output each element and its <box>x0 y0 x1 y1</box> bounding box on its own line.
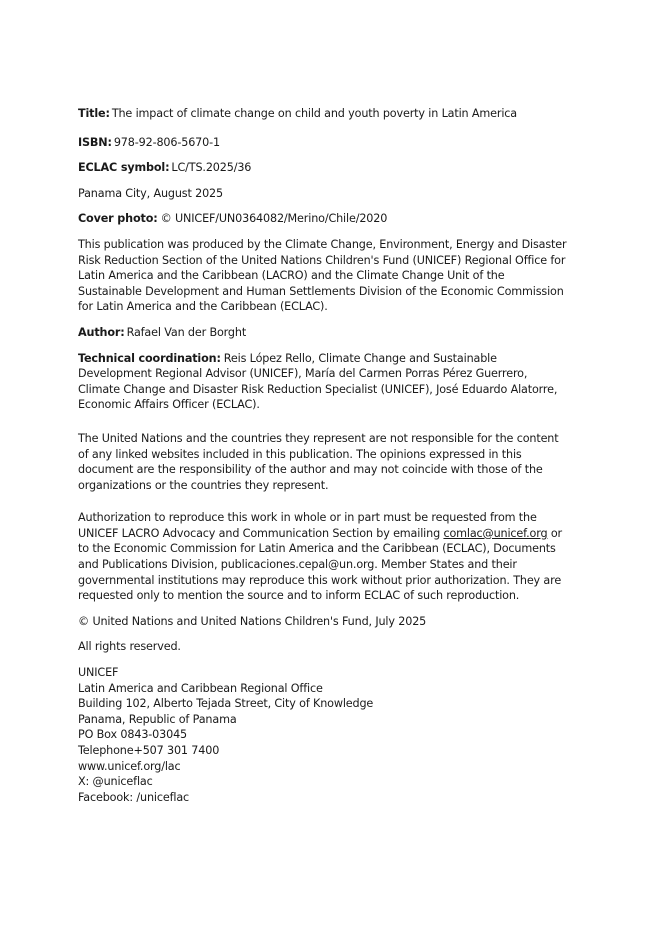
address-telephone: Telephone+507 301 7400 <box>78 744 220 757</box>
title-row <box>78 106 568 122</box>
authorization-text-1: Authorization to reproduce this work in whole or in part must be requested from the UNICEF LACRO Advocacy and Communication Section by emailing <box>78 511 537 540</box>
isbn-label: ISBN: <box>78 135 112 149</box>
cover-photo-value: © UNICEF/UN0364082/Merino/Chile/2020 <box>160 212 388 226</box>
authorization-paragraph <box>78 510 568 604</box>
isbn-value: 978-92-806-5670-1 <box>113 135 220 149</box>
eclac-symbol-value: LC/TS.2025/36 <box>171 161 252 175</box>
author-label: Author: <box>78 325 125 339</box>
technical-coordination-label: Technical coordination: <box>78 351 221 365</box>
cover-photo-label: Cover photo: <box>78 212 158 226</box>
address-building: Building 102, Alberto Tejada Street, City of Knowledge <box>78 697 374 711</box>
address-office: Latin America and Caribbean Regional Office <box>78 681 323 695</box>
production-note: This publication was produced by the Climate Change, Environment, Energy and Disaster Risk Reduction Section of the United Nations Children's Fund (UNICEF) Regional Office for Latin America and the Caribbean (LACRO) and the Climate Change Unit of the Sustainable Development and Human Settlements Division of the Economic Commission for Latin America and the Caribbean (ECLAC). <box>78 237 567 314</box>
copyright: © United Nations and United Nations Children's Fund, July 2025 <box>78 614 427 628</box>
author-value: Rafael Van der Borght <box>126 325 247 339</box>
unicef-email-link[interactable]: comlac@unicef.org <box>443 526 548 540</box>
place-date: Panama City, August 2025 <box>78 186 223 200</box>
website-link[interactable]: www.unicef.org/lac <box>78 759 181 773</box>
address-city: Panama, Republic of Panama <box>78 712 237 726</box>
facebook-handle[interactable]: Facebook: /uniceflac <box>78 790 190 804</box>
eclac-symbol-label: ECLAC symbol: <box>78 161 170 175</box>
publication-credits <box>78 106 568 805</box>
isbn-row <box>78 135 568 151</box>
cover-photo-row <box>78 211 568 227</box>
authorization-text-3: . Member States and their governmental institutions may reproduce this work without prior authorization. They are requested only to mention the source and to inform ECLAC of such reproduction. <box>78 558 562 603</box>
technical-coordination-value: Reis López Rello, Climate Change and Sustainable Development Regional Advisor (UNICEF), María del Carmen Porras Pérez Guerrero, Climate Change and Disaster Risk Reduction Specialist (UNICEF), José Eduardo Alatorre, Economic Affairs Officer (ECLAC). <box>78 351 558 412</box>
title-value: The impact of climate change on child and youth poverty in Latin America <box>111 107 517 120</box>
address-po-box: PO Box 0843-03045 <box>78 728 188 742</box>
eclac-symbol-row <box>78 160 568 176</box>
address-block <box>78 665 568 805</box>
author-row <box>78 325 568 341</box>
authorization-text-2: or to the Economic Commission for Latin America and the Caribbean (ECLAC), Documents and Publications Division, <box>78 526 562 572</box>
title-label: Title: <box>78 107 110 120</box>
technical-coordination <box>78 351 568 413</box>
eclac-email-link[interactable]: publicaciones.cepal@un.org <box>220 558 375 572</box>
x-handle[interactable]: X: @uniceflac <box>78 775 153 789</box>
rights-reserved: All rights reserved. <box>78 640 181 654</box>
disclaimer: The United Nations and the countries they represent are not responsible for the content of any linked websites included in this publication. The opinions expressed in this document are the responsibility of the author and may not coincide with those of the organizations or the countries they represent. <box>78 431 559 492</box>
address-org: UNICEF <box>78 666 119 680</box>
